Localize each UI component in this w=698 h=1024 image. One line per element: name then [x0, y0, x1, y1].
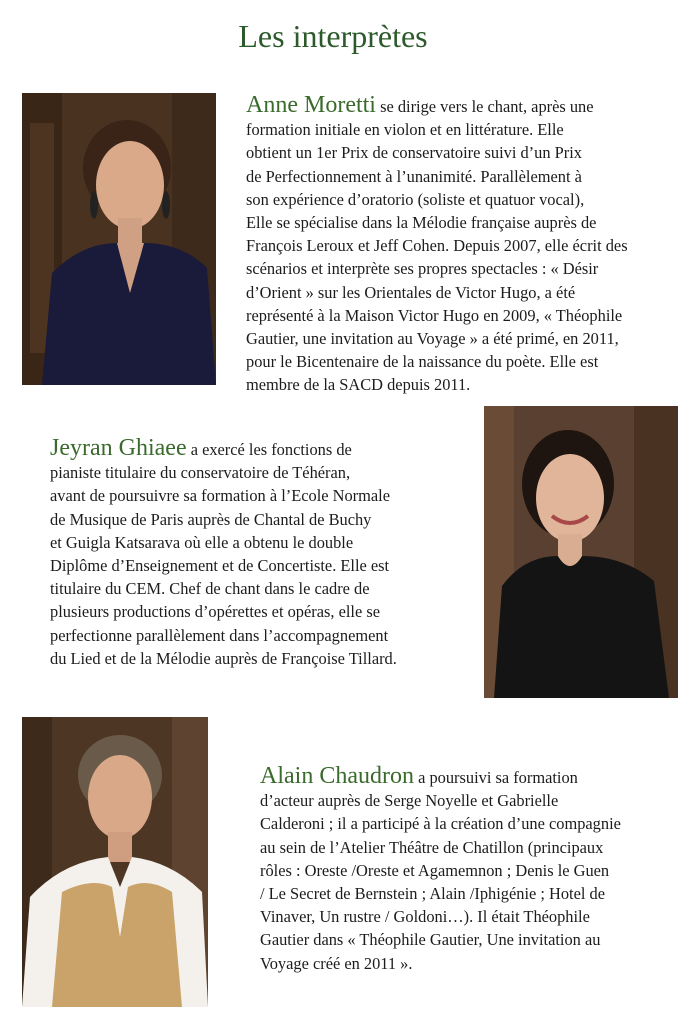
performer-name: Jeyran Ghiaee: [50, 435, 187, 461]
performer-name: Alain Chaudron: [260, 763, 414, 789]
page-title: Les interprètes: [238, 18, 428, 54]
photo-alain-chaudron: [22, 717, 208, 1007]
photo-anne-moretti: [22, 93, 216, 385]
bio-jeyran-ghiaee: Jeyran Ghiaee a exercé les fonctions de pianiste titulaire du conservatoire de Téhéran, avant de poursuivre sa formation à l’Ecole Normale de Musique de Paris auprès de Chantal de Buchy et Guigla Katsarava où elle a obtenu le double Diplôme d’Enseignement et de Concertiste. Elle est titulaire du CEM. Chef de chant dans le cadre de plusieurs productions d’opérettes et opéras, elle se perfectionne parallèlement dans l’accompagnement du Lied et de la Mélodie auprès de Françoise Tillard.: [50, 435, 397, 668]
photo-jeyran-ghiaee: [484, 406, 678, 698]
bio-alain-chaudron: Alain Chaudron a poursuivi sa formation d’acteur auprès de Serge Noyelle et Gabrielle Calderoni ; il a participé à la création d’une compagnie au sein de l’Atelier Théâtre de Chatillon (principaux rôles : Oreste /Oreste et Agamemnon ; Denis le Guen / Le Secret de Bernstein ; Alain /Iphigénie ; Hotel de Vinaver, Un rustre / Goldoni…). Il était Théophile Gautier dans « Théophile Gautier, Une invitation au Voyage créé en 2011 ».: [260, 763, 621, 973]
bio-anne-moretti: Anne Moretti se dirige vers le chant, après une formation initiale en violon et en littérature. Elle obtient un 1er Prix de conservatoire suivi d’un Prix de Perfectionnement à l’unanimité. Parallèlement à son expérience d’oratorio (soliste et quatuor vocal), Elle se spécialise dans la Mélodie française auprès de François Leroux et Jeff Cohen. Depuis 2007, elle écrit des scénarios et interprète ses propres spectacles : « Désir d’Orient » sur les Orientales de Victor Hugo, a été représenté à la Maison Victor Hugo en 2009, « Théophile Gautier, une invitation au Voyage » a été primé, en 2011, pour le Bicentenaire de la naissance du poète. Elle est membre de la SACD depuis 2011.: [246, 92, 628, 395]
performer-name: Anne Moretti: [246, 92, 376, 118]
